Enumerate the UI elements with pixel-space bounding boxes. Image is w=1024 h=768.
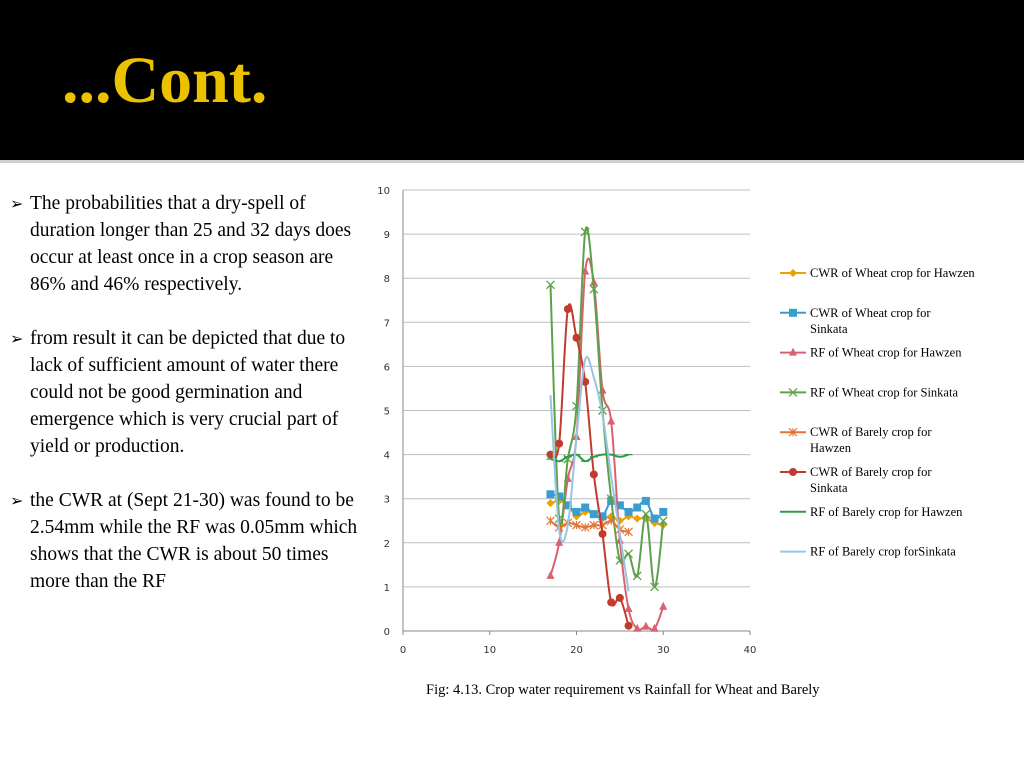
figure-caption: Fig: 4.13. Crop water requirement vs Rainfall for Wheat and Barely [426, 682, 820, 698]
y-tick-label: 8 [383, 274, 390, 286]
legend-item [780, 385, 958, 399]
y-tick-label: 10 [377, 186, 390, 197]
series-line [550, 304, 628, 626]
data-point [633, 504, 641, 512]
bullet-text: from result it can be depicted that due to lack of sufficient amount of water there could not be good germination and emergence which is very crucial part of yield or production. [30, 328, 346, 457]
legend-item [780, 306, 931, 336]
bullet-item [10, 325, 370, 460]
data-point [633, 515, 641, 523]
bullet-list [10, 190, 370, 622]
data-point [642, 497, 650, 505]
series-6 [546, 304, 632, 630]
x-tick-label: 30 [656, 645, 670, 656]
data-point [599, 386, 607, 394]
y-tick-label: 6 [383, 362, 390, 374]
legend-label: RF of Wheat crop for Sinkata [810, 385, 958, 400]
legend-item [780, 266, 975, 280]
x-tick-label: 40 [743, 645, 757, 656]
legend-item [780, 346, 962, 360]
legend-label: RF of Barely crop forSinkata [810, 544, 956, 559]
data-point [625, 508, 633, 516]
data-point [573, 508, 581, 516]
legend-label: CWR of Wheat crop for Sinkata [810, 305, 931, 336]
legend-swatch-marker [789, 468, 797, 476]
y-tick-label: 7 [383, 318, 390, 330]
data-point [581, 504, 589, 512]
x-tick-label: 0 [399, 645, 407, 656]
data-point [546, 490, 554, 498]
title-bar [0, 0, 1024, 160]
title-divider [0, 160, 1024, 163]
arrow-bullet-icon: ➢ [10, 194, 24, 213]
y-tick-label: 0 [383, 627, 390, 638]
y-tick-label: 1 [383, 582, 390, 594]
x-tick-label: 10 [483, 645, 497, 656]
series-line [550, 454, 628, 461]
legend-swatch-marker [789, 269, 797, 277]
legend-item [780, 465, 932, 495]
bullet-item [10, 190, 370, 298]
data-point [651, 515, 659, 523]
data-point [607, 417, 615, 425]
y-tick-label: 5 [383, 406, 390, 418]
y-tick-label: 2 [383, 538, 390, 550]
legend-label: RF of Barely crop for Hawzen [810, 504, 963, 519]
data-point [546, 499, 554, 507]
legend-label: RF of Wheat crop for Hawzen [810, 345, 962, 360]
data-point [659, 602, 667, 610]
data-point [599, 530, 607, 538]
legend-label: CWR of Wheat crop for Hawzen [810, 266, 975, 280]
arrow-bullet-icon: ➢ [10, 329, 24, 348]
bullet-text: the CWR at (Sept 21-30) was found to be 2.54mm while the RF was 0.05mm which shows that the CWR is about 50 times more than the RF [30, 490, 358, 592]
data-point [607, 598, 615, 606]
data-point [573, 334, 581, 342]
data-point [590, 510, 598, 518]
bullet-text: The probabilities that a dry-spell of duration longer than 25 and 32 days does occur at least once in a crop season are 86% and 46% respectively. [30, 193, 352, 295]
legend-item [780, 545, 956, 559]
legend-item [780, 505, 963, 519]
x-tick-label: 20 [570, 645, 583, 656]
data-point [546, 571, 554, 579]
arrow-bullet-icon: ➢ [10, 491, 24, 510]
y-tick-label: 4 [383, 450, 390, 462]
series-7 [546, 454, 632, 461]
data-point [659, 508, 667, 516]
legend-item [780, 425, 932, 455]
slide-title: ...Cont. [62, 44, 268, 117]
y-tick-label: 9 [383, 230, 390, 242]
y-tick-label: 3 [383, 494, 390, 506]
data-point [546, 517, 554, 525]
bullet-item [10, 487, 370, 595]
data-point [590, 470, 598, 478]
legend-label: CWR of Barely crop for Hawzen [810, 425, 932, 456]
data-point [616, 594, 624, 602]
data-point [625, 604, 633, 612]
crop-water-chart [360, 175, 1000, 675]
data-point [564, 305, 572, 313]
legend-label: CWR of Barely crop for Sinkata [810, 465, 932, 495]
data-point [625, 550, 633, 558]
data-point [555, 440, 563, 448]
legend-swatch-marker [789, 309, 797, 317]
data-point [625, 622, 633, 630]
data-point [642, 622, 650, 630]
